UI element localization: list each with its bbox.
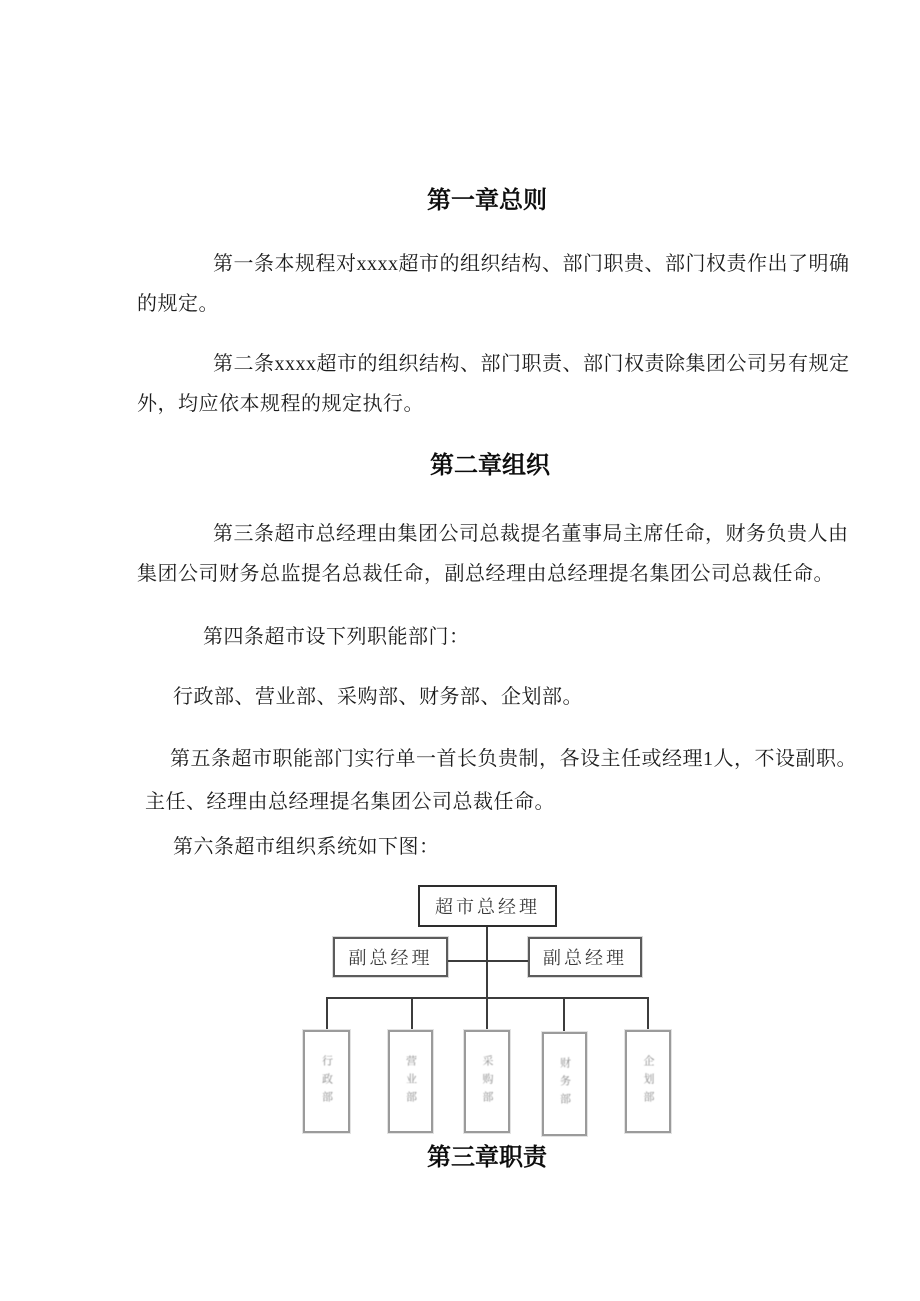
- org-department-label-1: 行政部: [320, 1054, 333, 1109]
- paragraph-1-line-1: 第一条本规程对xxxx超市的组织结构、部门职贵、部门权责作出了明确: [213, 253, 850, 275]
- org-root-label: 超市总经理: [435, 897, 540, 917]
- connector-drop-line-4: [563, 997, 565, 1032]
- org-department-box-1: [303, 1030, 350, 1133]
- org-department-label-5: 企划部: [642, 1054, 654, 1109]
- paragraph-6-line-2: 主任、经理由总经理提名集团公司总裁任命。: [145, 791, 555, 813]
- paragraph-3-line-1: 第三条超市总经理由集团公司总裁提名董事局主席任命，财务负贵人由: [213, 523, 849, 545]
- org-department-label-2: 营业部: [404, 1054, 417, 1109]
- connector-drop-line-5: [647, 997, 649, 1030]
- chapter-2-heading: 第二章组织: [430, 452, 550, 479]
- org-department-box-5: [625, 1030, 671, 1133]
- connector-drop-line-3: [486, 997, 488, 1030]
- paragraph-2-line-1: 第二条xxxx超市的组织结构、部门职责、部门权责除集团公司另有规定: [213, 353, 850, 375]
- connector-drop-line-1: [326, 997, 328, 1030]
- paragraph-7-line-1: 第六条超市组织系统如下图：: [173, 836, 440, 858]
- paragraph-1-line-2: 的规定。: [137, 293, 219, 315]
- paragraph-4-line-1: 第四条超市设下列职能部门：: [203, 626, 470, 648]
- org-department-box-4: [542, 1032, 587, 1136]
- connector-distribution-line: [327, 997, 649, 999]
- org-department-box-3: [464, 1030, 510, 1133]
- org-department-label-3: 采购部: [481, 1054, 493, 1109]
- connector-trunk-line: [486, 927, 488, 998]
- org-deputy-left-label: 副总经理: [348, 948, 433, 968]
- paragraph-3-line-2: 集团公司财务总监提名总裁任命，副总经理由总经理提名集团公司总裁任命。: [137, 563, 834, 585]
- org-deputy-right-box: [528, 937, 642, 977]
- org-deputy-left-box: [333, 937, 448, 977]
- org-department-box-2: [388, 1030, 433, 1133]
- connector-drop-line-2: [411, 997, 413, 1030]
- paragraph-5-line-1: 行政部、营业部、采购部、财务部、企划部。: [173, 686, 583, 708]
- org-department-label-4: 财务部: [558, 1057, 571, 1111]
- org-root-box: [418, 885, 557, 927]
- connector-deputy-line: [448, 960, 528, 962]
- org-deputy-right-label: 副总经理: [543, 948, 627, 968]
- paragraph-6-line-1: 第五条超市职能部门实行单一首长负贵制，各设主任或经理1人，不设副职。: [170, 748, 857, 770]
- chapter-3-heading: 第三章职责: [427, 1144, 547, 1171]
- paragraph-2-line-2: 外，均应依本规程的规定执行。: [137, 393, 424, 415]
- chapter-1-heading: 第一章总则: [427, 187, 547, 214]
